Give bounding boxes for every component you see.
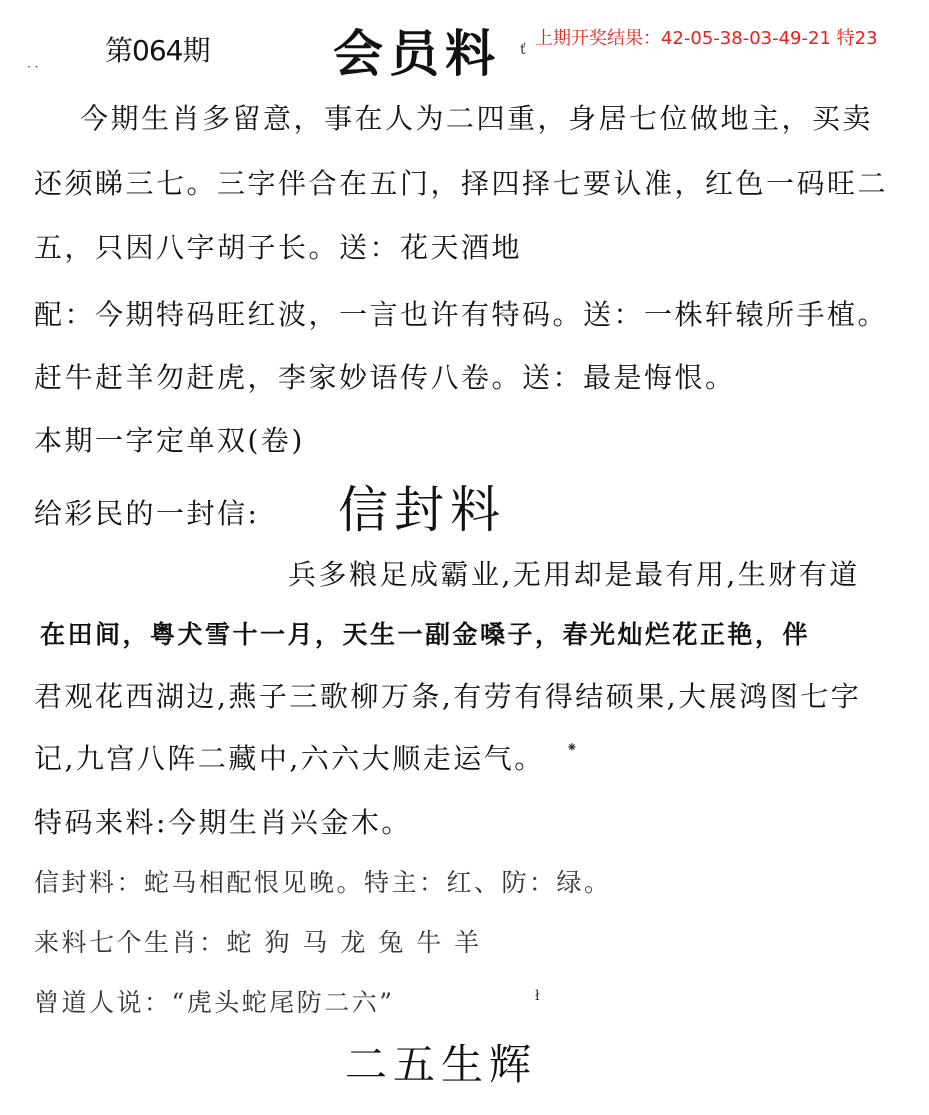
scan-speck: · · xyxy=(27,60,39,74)
letter-line-7: 来料七个生肖：蛇 狗 马 龙 兔 牛 羊 xyxy=(34,928,482,957)
letter-line-2: 在田间，粤犬雪十一月，天生一副金嗓子，春光灿烂花正艳，伴 xyxy=(40,620,811,649)
letter-line-4: 记,九宫八阵二藏中,六六大顺走运气。 xyxy=(34,742,545,775)
asterisk-mark: ⁕ xyxy=(566,740,578,756)
letter-line-1: 兵多粮足成霸业,无用却是最有用,生财有道 xyxy=(288,558,860,591)
member-line-1: 今期生肖多留意，事在人为二四重，身居七位做地主，买卖 xyxy=(80,102,874,135)
scan-mark: ł xyxy=(535,988,540,1004)
issue-number: 第064期 xyxy=(105,34,210,67)
member-line-5: 赶牛赶羊勿赶虎，李家妙语传八卷。送：最是悔恨。 xyxy=(34,361,736,394)
member-line-4: 配：今期特码旺红波，一言也许有特码。送：一株轩辕所手植。 xyxy=(34,298,889,331)
letter-line-3: 君观花西湖边,燕子三歌柳万条,有劳有得结硕果,大展鸿图七字 xyxy=(34,680,862,713)
member-line-2: 还须睇三七。三字伴合在五门，择四择七要认准，红色一码旺二 xyxy=(34,167,889,200)
last-draw-result: 上期开奖结果：42-05-38-03-49-21 特23 xyxy=(535,28,878,49)
member-line-6: 本期一字定单双(卷) xyxy=(34,424,305,457)
letter-line-5: 特码来料:今期生肖兴金木。 xyxy=(34,806,412,839)
letter-line-6: 信封料：蛇马相配恨见晚。特主：红、防：绿。 xyxy=(34,868,612,897)
letter-label: 给彩民的一封信: xyxy=(34,497,260,530)
letter-title: 信封料 xyxy=(338,481,506,539)
page-title: 会员料 xyxy=(333,24,501,83)
member-line-3: 五，只因八字胡子长。送：花天酒地 xyxy=(34,231,523,264)
footer-title: 二五生辉 xyxy=(345,1040,538,1089)
letter-line-8: 曾道人说：“虎头蛇尾防二六” xyxy=(34,988,395,1017)
scan-mark: ť xyxy=(520,42,526,58)
